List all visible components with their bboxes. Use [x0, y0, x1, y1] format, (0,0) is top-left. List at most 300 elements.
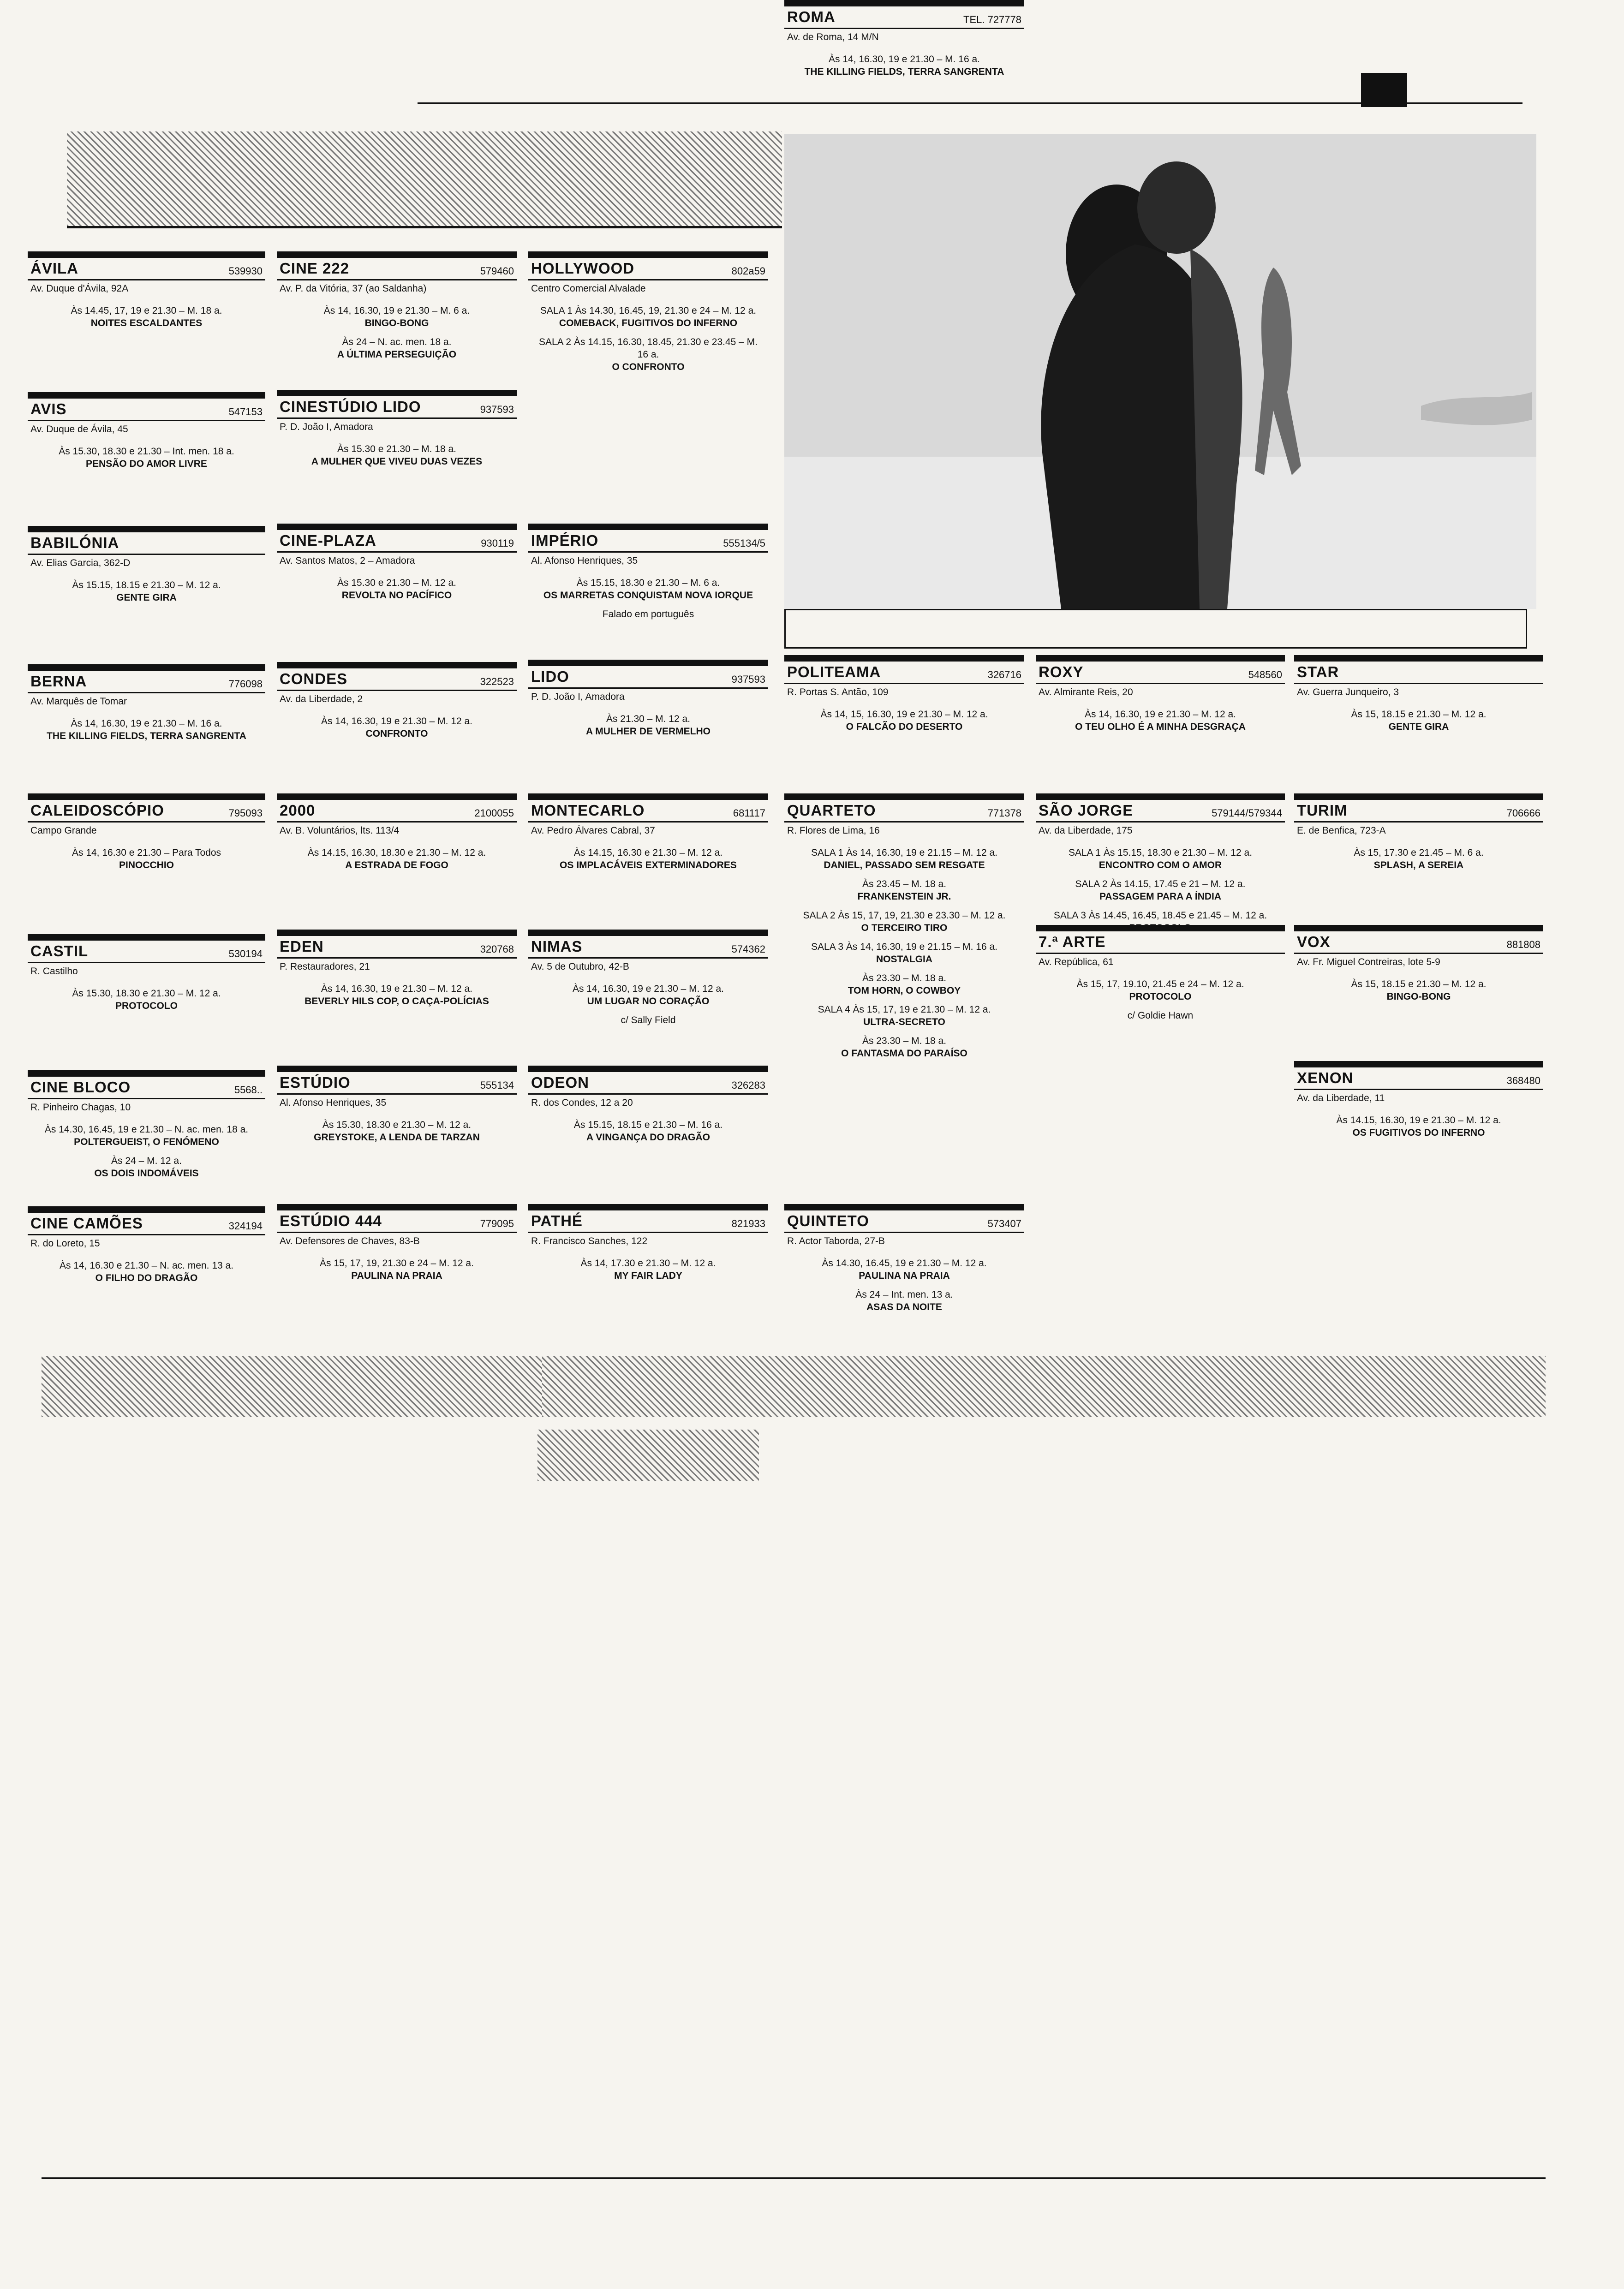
outros-column-1 [53, 1428, 224, 1432]
cinema-phone: 771378 [987, 807, 1021, 819]
showtime-text: Às 14, 16.30, 19 e 21.30 – M. 12 a. [321, 716, 473, 727]
cinema-address: Av. P. da Vitória, 37 (ao Saldanha) [280, 283, 427, 294]
film-title: FRANKENSTEIN JR. [857, 891, 951, 902]
cartaz-header-band [67, 131, 782, 226]
showtime-text: Às 21.30 – M. 12 a. [606, 714, 691, 724]
film-title: OS FUGITIVOS DO INFERNO [1352, 1127, 1485, 1138]
showtime-text: Às 14, 16.30, 19 e 21.30 – M. 6 a. [323, 305, 470, 316]
film-title: PASSAGEM PARA A ÍNDIA [1099, 891, 1222, 902]
cinema-showtimes [528, 836, 768, 871]
cinema-box-bar [1036, 925, 1285, 931]
film-title: A ESTRADA DE FOGO [345, 860, 448, 870]
cinema-box [1294, 1061, 1543, 1186]
cinema-name: ÁVILA [30, 260, 78, 277]
film-title: SPLASH, A SEREIA [1373, 860, 1464, 870]
cinema-header [784, 1210, 1024, 1233]
cinema-box [1036, 655, 1285, 780]
cinema-header [28, 941, 265, 963]
film-title: O FANTASMA DO PARAÍSO [841, 1048, 967, 1059]
cinema-address: Av. Santos Matos, 2 – Amadora [280, 555, 415, 566]
cinema-box-bar [277, 251, 517, 258]
cinema-address: P. D. João I, Amadora [531, 691, 625, 702]
cinema-header [277, 1072, 517, 1095]
showtime-text: Às 15.30, 18.30 e 21.30 – M. 12 a. [72, 988, 221, 999]
showtime-text: Às 15, 17.30 e 21.45 – M. 6 a. [1354, 847, 1484, 858]
cinema-showtimes [277, 566, 517, 602]
showtime-text: Às 14.15, 16.30 e 21.30 – M. 12 a. [573, 847, 723, 858]
cinema-header [277, 1210, 517, 1233]
film-title: OS MARRETAS CONQUISTAM NOVA IORQUE [543, 590, 753, 601]
cinema-box-bar [28, 664, 265, 671]
cinema-box [528, 524, 768, 644]
cinema-box-bar [277, 930, 517, 936]
film-title: PROTOCOLO [115, 1001, 178, 1011]
cinema-box-bar [28, 934, 265, 941]
film-title: COMEBACK, FUGITIVOS DO INFERNO [559, 318, 738, 328]
cinema-box [28, 392, 265, 510]
showtime-text: Às 14.15, 16.30, 18.30 e 21.30 – M. 12 a. [307, 847, 486, 858]
cinema-box-bar [1294, 1061, 1543, 1067]
showtime-text: Às 15.30, 18.30 e 21.30 – Int. men. 18 a. [59, 446, 234, 457]
cinema-box-bar [28, 1070, 265, 1077]
cinema-address: R. Actor Taborda, 27-B [787, 1236, 885, 1246]
cinema-showtimes [1294, 1104, 1543, 1139]
cinema-showtimes [28, 836, 265, 871]
cinema-showtimes [784, 1247, 1024, 1313]
cinema-box-bar [528, 1066, 768, 1072]
showtime-text: SALA 1 Às 14, 16.30, 19 e 21.15 – M. 12 a. [811, 847, 997, 858]
showtime-text: SALA 3 Às 14, 16.30, 19 e 21.15 – M. 16 a. [811, 942, 997, 952]
film-title: NOITES ESCALDANTES [90, 318, 203, 328]
farmacias-header-band [542, 1356, 1546, 1417]
cinema-phone: 530194 [228, 948, 263, 960]
outros-column-2 [298, 1420, 514, 1425]
cinema-showtimes [528, 1109, 768, 1144]
cinema-header [277, 258, 517, 280]
cinema-header [277, 396, 517, 419]
cinema-box-bar [528, 793, 768, 800]
showtime-text: Às 14, 16.30, 19 e 21.30 – M. 12 a. [321, 984, 473, 994]
outros-column-3 [537, 1423, 759, 1488]
cinema-box-bar [28, 793, 265, 800]
film-title: O FALCÃO DO DESERTO [846, 721, 963, 732]
cinema-phone: 706666 [1506, 807, 1540, 819]
showtime-text: Falado em português [602, 609, 694, 620]
cinema-box-bar [28, 526, 265, 532]
cinema-address: Av. da Liberdade, 175 [1039, 825, 1133, 836]
cinema-address: R. Castilho [30, 966, 78, 977]
cinema-box [784, 793, 1024, 1188]
showtime-text: SALA 1 Às 15.15, 18.30 e 21.30 – M. 12 a. [1068, 847, 1253, 858]
film-title: CONFRONTO [365, 728, 428, 739]
cinema-address: Av. 5 de Outubro, 42-B [531, 961, 629, 972]
outros-header-band [42, 1356, 544, 1417]
cinema-header [1294, 1067, 1543, 1090]
cinema-box [28, 934, 265, 1052]
showtime-text: Às 15, 18.15 e 21.30 – M. 12 a. [1351, 979, 1487, 990]
cinema-name: CASTIL [30, 942, 89, 960]
cinema-header [528, 936, 768, 959]
cinema-name: SÃO JORGE [1039, 802, 1134, 819]
showtime-text: Às 14, 16.30 e 21.30 – Para Todos [72, 847, 221, 858]
cinema-box [528, 1066, 768, 1186]
cinema-address: Av. da Liberdade, 11 [1297, 1093, 1385, 1103]
cinema-name: MONTECARLO [531, 802, 645, 819]
film-title: UM LUGAR NO CORAÇÃO [587, 996, 710, 1007]
cinema-address: Av. de Roma, 14 M/N [787, 32, 879, 42]
cinema-address: Av. Elias Garcia, 362-D [30, 558, 131, 568]
film-title: ASAS DA NOITE [866, 1302, 942, 1312]
film-title: A MULHER QUE VIVEU DUAS VEZES [311, 456, 483, 467]
showtime-text: SALA 2 Às 14.15, 16.30, 18.45, 21.30 e 23.45 – M. 16 a. [538, 337, 758, 360]
showtime-text: Às 15.30, 18.30 e 21.30 – M. 12 a. [322, 1120, 472, 1130]
film-title: BEVERLY HILS COP, O CAÇA-POLÍCIAS [304, 996, 489, 1007]
cinema-phone: 326283 [731, 1079, 765, 1091]
showtime-text: Às 15.15, 18.15 e 21.30 – M. 16 a. [573, 1120, 723, 1130]
cinema-showtimes [277, 972, 517, 1007]
showtime-text: SALA 2 Às 15, 17, 19, 21.30 e 23.30 – M. 12 a. [803, 910, 1006, 921]
cinema-name: CINESTÚDIO LIDO [280, 398, 421, 415]
cinema-box [277, 251, 517, 371]
cinema-phone: 795093 [228, 807, 263, 819]
cinema-address: Al. Afonso Henriques, 35 [531, 555, 638, 566]
cinema-showtimes [528, 566, 768, 620]
cinema-header [1294, 662, 1543, 684]
cinema-showtimes [1294, 836, 1543, 871]
cinema-showtimes [528, 1247, 768, 1282]
showtime-text: Às 14.30, 16.45, 19 e 21.30 – M. 12 a. [822, 1258, 987, 1269]
cinema-header [1294, 800, 1543, 823]
cinema-box-bar [784, 0, 1024, 6]
cinema-header [528, 1210, 768, 1233]
cinema-address: R. Francisco Sanches, 122 [531, 1236, 648, 1246]
showtime-text: Às 15, 17, 19.10, 21.45 e 24 – M. 12 a. [1076, 979, 1244, 990]
cinema-phone: 579460 [480, 265, 514, 277]
cinema-box [784, 0, 1024, 84]
cinema-box [528, 793, 768, 916]
cinema-box [277, 524, 517, 644]
cinema-showtimes [277, 433, 517, 468]
cinema-box [28, 793, 265, 916]
cinema-header [28, 1077, 265, 1099]
farmacias-column-1 [775, 1420, 1006, 1425]
cinema-header [528, 666, 768, 689]
cinema-phone: 555134/5 [723, 537, 765, 549]
cinema-name: ODEON [531, 1074, 590, 1091]
cinema-box [528, 1204, 768, 1329]
cinema-name: ROMA [787, 8, 836, 25]
cinema-address: P. D. João I, Amadora [280, 422, 373, 432]
cinema-address: E. de Benfica, 723-A [1297, 825, 1386, 836]
cinema-showtimes [1036, 698, 1285, 733]
cinema-showtimes [277, 294, 517, 361]
cinema-box [528, 930, 768, 1049]
cinema-name: ROXY [1039, 663, 1084, 680]
cinema-box [277, 1204, 517, 1329]
cinema-name: AVIS [30, 400, 67, 417]
cinema-box-bar [28, 251, 265, 258]
cinema-phone: 555134 [480, 1079, 514, 1091]
cinema-name: EDEN [280, 938, 324, 955]
cinema-name: BABILÓNIA [30, 534, 119, 551]
farmacias-column-2 [1033, 1420, 1264, 1425]
cinema-name: ESTÚDIO [280, 1074, 351, 1091]
film-title: PINOCCHIO [119, 860, 174, 870]
cinema-box [1294, 655, 1543, 780]
cinema-header [1294, 931, 1543, 954]
cinema-showtimes [28, 294, 265, 329]
cinema-address: R. Flores de Lima, 16 [787, 825, 880, 836]
cinema-address: Av. Almirante Reis, 20 [1039, 687, 1133, 697]
film-title: ENCONTRO COM O AMOR [1099, 860, 1222, 870]
cinema-name: CINE CAMÕES [30, 1215, 143, 1232]
cinema-box-bar [784, 655, 1024, 662]
film-title: BINGO-BONG [364, 318, 429, 328]
showtime-text: Às 15, 18.15 e 21.30 – M. 12 a. [1351, 709, 1487, 720]
cinema-phone: 776098 [228, 678, 263, 690]
film-title: THE KILLING FIELDS, TERRA SANGRENTA [804, 66, 1004, 77]
cinema-address: R. Pinheiro Chagas, 10 [30, 1102, 131, 1113]
showtime-text: Às 24 – N. ac. men. 18 a. [342, 337, 452, 347]
cinema-address: P. Restauradores, 21 [280, 961, 370, 972]
cinema-box-bar [277, 390, 517, 396]
cinema-header [784, 800, 1024, 823]
cinema-name: BERNA [30, 673, 87, 690]
cinema-phone: 930119 [481, 537, 514, 549]
cinema-phone: TEL. 727778 [963, 14, 1021, 25]
cinema-phone: 802a59 [731, 265, 765, 277]
film-title: PAULINA NA PRAIA [859, 1270, 950, 1281]
cinema-address: R. do Loreto, 15 [30, 1238, 100, 1249]
cinema-box [277, 1066, 517, 1186]
showtime-text: c/ Goldie Hawn [1127, 1010, 1194, 1021]
showtime-text: Às 15.30 e 21.30 – M. 12 a. [337, 578, 456, 588]
cinema-phone: 539930 [228, 265, 263, 277]
cinema-header [28, 1213, 265, 1235]
cinema-phone: 779095 [480, 1218, 514, 1229]
film-title: A VINGANÇA DO DRAGÃO [586, 1132, 710, 1143]
cinema-address: Av. Guerra Junqueiro, 3 [1297, 687, 1399, 697]
cinema-header [1036, 931, 1285, 954]
cinema-box-bar [277, 524, 517, 530]
film-title: TOM HORN, O COWBOY [848, 985, 961, 996]
cinema-address: Av. Fr. Miguel Contreiras, lote 5-9 [1297, 957, 1440, 967]
cinema-name: XENON [1297, 1069, 1354, 1086]
cinema-phone: 5568.. [234, 1084, 263, 1096]
film-title: O CONFRONTO [612, 362, 685, 372]
film-title: GENTE GIRA [116, 592, 177, 603]
cinema-box-bar [528, 251, 768, 258]
film-title: O TEU OLHO É A MINHA DESGRAÇA [1075, 721, 1246, 732]
cinema-address: Al. Afonso Henriques, 35 [280, 1097, 387, 1108]
cinema-box-bar [277, 1066, 517, 1072]
showtime-text: Às 24 – M. 12 a. [111, 1156, 182, 1166]
film-title: O FILHO DO DRAGÃO [95, 1273, 198, 1283]
cinema-showtimes [28, 435, 265, 470]
cinema-box-bar [1294, 793, 1543, 800]
cinema-box-bar [28, 392, 265, 399]
cinema-box-bar [528, 930, 768, 936]
film-still-illustration [784, 134, 1536, 609]
cinema-name: PATHÉ [531, 1212, 583, 1229]
cinema-box [277, 662, 517, 780]
showtime-text: Às 14, 16.30, 19 e 21.30 – M. 16 a. [828, 54, 980, 65]
cinema-header [28, 800, 265, 823]
cinema-box [1294, 793, 1543, 916]
showtime-text: Às 23.45 – M. 18 a. [862, 879, 947, 889]
cinema-name: CINE-PLAZA [280, 532, 376, 549]
cinema-phone: 368480 [1506, 1075, 1540, 1086]
cinema-name: POLITEAMA [787, 663, 881, 680]
cinema-address: R. dos Condes, 12 a 20 [531, 1097, 633, 1108]
cinema-address: Av. Pedro Álvares Cabral, 37 [531, 825, 655, 836]
cinema-phone: 681117 [733, 807, 765, 819]
cinema-box [277, 390, 517, 505]
cinema-showtimes [28, 569, 265, 604]
cinema-box-bar [277, 662, 517, 668]
cinema-address: Av. Marquês de Tomar [30, 696, 127, 707]
cinema-name: CALEIDOSCÓPIO [30, 802, 164, 819]
cinema-address: R. Portas S. Antão, 109 [787, 687, 889, 697]
cinema-name: CINE BLOCO [30, 1079, 131, 1096]
cinema-phone: 324194 [228, 1220, 263, 1232]
cinema-showtimes [277, 1247, 517, 1282]
film-title: A ÚLTIMA PERSEGUIÇÃO [337, 349, 457, 360]
showtime-text: Às 15.15, 18.30 e 21.30 – M. 6 a. [576, 578, 720, 588]
cinema-showtimes [1036, 836, 1285, 934]
cinema-box-bar [1036, 793, 1285, 800]
cinema-box-bar [784, 1204, 1024, 1210]
cinema-box [784, 655, 1024, 780]
cinema-header [528, 258, 768, 280]
showtime-text: Às 14.45, 17, 19 e 21.30 – M. 18 a. [71, 305, 222, 316]
film-title: PROTOCOLO [1129, 991, 1192, 1002]
cinema-phone: 937593 [731, 674, 765, 685]
cinema-name: VOX [1297, 933, 1331, 950]
cinema-box [28, 251, 265, 374]
cinema-showtimes [784, 698, 1024, 733]
cinema-header [1036, 800, 1285, 823]
cinema-address: Centro Comercial Alvalade [531, 283, 646, 294]
cinema-box-bar [528, 660, 768, 666]
cinema-address: Av. B. Voluntários, lts. 113/4 [280, 825, 400, 836]
cinema-box [528, 660, 768, 780]
cinema-header [277, 530, 517, 553]
cinema-showtimes [28, 707, 265, 742]
cinema-name: STAR [1297, 663, 1339, 680]
film-title: BINGO-BONG [1386, 991, 1451, 1002]
cinema-phone: 322523 [480, 676, 514, 687]
cinema-box-bar [277, 1204, 517, 1210]
cartaz-rule [67, 226, 782, 228]
cinema-showtimes [277, 705, 517, 740]
cinema-phone: 574362 [731, 943, 765, 955]
cinema-header [28, 258, 265, 280]
cinema-name: HOLLYWOOD [531, 260, 635, 277]
film-title: ULTRA-SECRETO [863, 1017, 945, 1027]
showtime-text: Às 15.15, 18.15 e 21.30 – M. 12 a. [72, 580, 221, 590]
cinema-phone: 937593 [480, 404, 514, 415]
film-title: GREYSTOKE, A LENDA DE TARZAN [314, 1132, 480, 1143]
cinema-box [277, 793, 517, 916]
showtime-text: Às 15.30 e 21.30 – M. 18 a. [337, 444, 456, 454]
film-title: THE KILLING FIELDS, TERRA SANGRENTA [47, 731, 246, 741]
cinema-header [784, 662, 1024, 684]
cinema-showtimes [1294, 698, 1543, 733]
cinema-box-bar [277, 793, 517, 800]
cinema-name: ESTÚDIO 444 [280, 1212, 382, 1229]
cinema-address: Av. Defensores de Chaves, 83-B [280, 1236, 420, 1246]
cinema-box-bar [1294, 655, 1543, 662]
cinema-box [1294, 925, 1543, 1049]
cinema-phone: 2100055 [474, 807, 514, 819]
cinema-header [277, 668, 517, 691]
newspaper-logo [1361, 73, 1407, 107]
cinema-address: Av. Duque d'Ávila, 92A [30, 283, 129, 294]
film-title: O TERCEIRO TIRO [861, 923, 948, 933]
cinema-showtimes [277, 1109, 517, 1144]
cinema-name: QUINTETO [787, 1212, 869, 1229]
cinema-showtimes [784, 43, 1024, 78]
showtime-text: Às 14.15, 16.30, 19 e 21.30 – M. 12 a. [1336, 1115, 1501, 1126]
showtime-text: Às 15, 17, 19, 21.30 e 24 – M. 12 a. [320, 1258, 474, 1269]
cinema-name: QUARTETO [787, 802, 876, 819]
cinema-phone: 579144/579344 [1212, 807, 1282, 819]
teatros-header-band [537, 1430, 759, 1481]
film-title: MY FAIR LADY [614, 1270, 682, 1281]
cinema-box [28, 1206, 265, 1329]
film-title: OS DOIS INDOMÁVEIS [94, 1168, 199, 1179]
cinema-phone: 548560 [1248, 669, 1282, 680]
film-title: GENTE GIRA [1388, 721, 1449, 732]
cinema-box [28, 664, 265, 780]
cinema-name: LIDO [531, 668, 569, 685]
cinema-phone: 326716 [987, 669, 1021, 680]
cinema-name: TURIM [1297, 802, 1348, 819]
film-title: OS IMPLACÁVEIS EXTERMINADORES [560, 860, 737, 870]
cinema-box [28, 1070, 265, 1188]
film-still-photo [784, 134, 1536, 609]
cinema-address: Av. Duque de Ávila, 45 [30, 424, 128, 435]
cinema-box-bar [528, 524, 768, 530]
showtime-text: Às 23.30 – M. 18 a. [862, 973, 947, 984]
cinema-phone: 547153 [228, 406, 263, 417]
film-title: REVOLTA NO PACÍFICO [341, 590, 452, 601]
cinema-box [1036, 925, 1285, 1329]
cinema-header [277, 800, 517, 823]
showtime-text: Às 14, 16.30, 19 e 21.30 – M. 12 a. [572, 984, 724, 994]
cinema-showtimes [1036, 968, 1285, 1022]
cinema-header [528, 530, 768, 553]
cinema-showtimes [528, 972, 768, 1026]
cinema-address: Av. da Liberdade, 2 [280, 694, 363, 704]
bottom-rule [42, 2177, 1546, 2179]
cinema-header [277, 936, 517, 959]
cinema-box [1036, 793, 1285, 921]
cinema-header [1036, 662, 1285, 684]
photo-caption [784, 609, 1527, 649]
showtime-text: Às 14, 16.30, 19 e 21.30 – M. 16 a. [71, 718, 222, 729]
farmacias-column-3 [1301, 1435, 1518, 1453]
cinema-name: NIMAS [531, 938, 583, 955]
cinema-box [784, 1204, 1024, 1329]
cinema-box-bar [1036, 655, 1285, 662]
cinema-name: 7.ª ARTE [1039, 933, 1106, 950]
cinema-header [784, 6, 1024, 29]
film-title: POLTERGUEIST, O FENÓMENO [74, 1137, 219, 1147]
showtime-text: Às 14, 16.30, 19 e 21.30 – M. 12 a. [1084, 709, 1236, 720]
showtime-text: Às 24 – Int. men. 13 a. [855, 1289, 953, 1300]
